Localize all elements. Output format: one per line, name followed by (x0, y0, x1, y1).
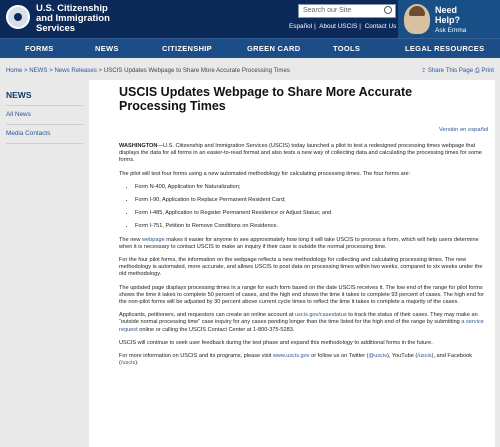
paragraph-range: The updated page displays processing times in a range for each form based on the date USCIS receives it. The low end of the range for pilot forms shows the time it takes to complete 50 percent of cases, and the high end shows the time it takes to complete 93 percent of cases. The high end for the non-pilot forms will be adjusted by 30 percent above current cycle times to reflect the time it takes to complete a majority of the cases. (119, 284, 484, 306)
nav-citizenship[interactable]: CITIZENSHIP (162, 44, 212, 53)
contact-link[interactable]: Contact Us (364, 23, 397, 30)
search-icon[interactable] (384, 6, 392, 14)
breadcrumb-current: USCIS Updates Webpage to Share More Accurate Processing Times (103, 67, 290, 74)
list-item: • Form N-400, Application for Naturalization; (135, 184, 489, 191)
breadcrumb-home[interactable]: Home (6, 67, 23, 74)
nav-forms[interactable]: FORMS (25, 44, 54, 53)
sidebar-title: NEWS (6, 90, 32, 100)
article-body (119, 143, 489, 373)
dhs-seal-icon[interactable] (6, 5, 30, 29)
espanol-link[interactable]: Español (289, 23, 313, 30)
agency-name[interactable]: U.S. Citizenship and Immigration Services (36, 3, 110, 34)
case-status-link[interactable]: uscis.gov/casestatus (295, 312, 347, 319)
sidebar-item-all-news[interactable]: All News (6, 106, 83, 125)
nav-news[interactable]: NEWS (95, 44, 119, 53)
paragraph-more-info: For more information on USCIS and its programs, please visit www.uscis.gov or follow us on Twitter (@uscis), YouTube (/uscis), and Facebook (/uscis). (119, 353, 473, 367)
nav-legal-resources[interactable]: LEGAL RESOURCES (405, 44, 485, 53)
list-item: • Form I-90, Application to Replace Permanent Resident Card; (135, 197, 489, 204)
about-link[interactable]: About USCIS (319, 23, 358, 30)
print-link[interactable]: Print (481, 67, 494, 74)
youtube-link[interactable]: /uscis (417, 353, 432, 360)
top-links: Español | About USCIS | Contact Us (289, 23, 397, 30)
paragraph-case-status: Applicants, petitioners, and requestors can create an online account at uscis.gov/casestatus to track the status of their cases. They may make an “outside normal processing time” case inquiry for any cases pending longer than the time listed for the high end of the range by submitting a service request online or calling the USCIS Contact Center at 1-800-375-5283. (119, 312, 484, 333)
webpage-link[interactable]: webpage (142, 236, 165, 243)
paragraph-methodology: For the four pilot forms, the information on the webpage reflects a new methodology for collecting and calculating processing times. The new methodology is automated, more accurate, and allows USCIS to post data on processing times within two weeks, compared to six weeks under the old methodology. (119, 257, 483, 278)
breadcrumb: Home > NEWS > News Releases > USCIS Updates Webpage to Share More Accurate Processing Times (6, 67, 290, 74)
site-header (0, 0, 500, 38)
need-help-text: Need Help? (435, 5, 461, 25)
paragraph-webpage: The new webpage makes it easier for anyone to see approximately how long it will take USCIS to process a form, which will help users determine when it is necessary to contact USCIS to make an inquiry if their case is outside the normal processing time. (119, 236, 479, 250)
breadcrumb-news[interactable]: NEWS (29, 67, 48, 74)
nav-tools[interactable]: TOOLS (333, 44, 361, 53)
paragraph-intro: WASHINGTON—U.S. Citizenship and Immigration Services (USCIS) today launched a pilot to test a redesigned processing times webpage that displays the data for all forms in an easier-to-read format and also tests a new way of collecting data and calculating the processing times for some forms. (119, 143, 482, 164)
facebook-link[interactable]: /uscis (120, 360, 136, 367)
share-icon[interactable]: ⇪ (421, 67, 427, 74)
twitter-link[interactable]: @uscis (368, 353, 387, 360)
page-tools (421, 67, 494, 75)
list-item: • Form I-751, Petition to Remove Conditions on Residence. (135, 223, 489, 230)
need-help-panel[interactable] (398, 0, 500, 38)
list-item: • Form I-485, Application to Register Permanent Residence or Adjust Status; and (135, 210, 489, 217)
sidebar-item-media-contacts[interactable]: Media Contacts (6, 125, 83, 144)
paragraph-feedback: USCIS will continue to seek user feedback during the test phase and expand this methodology to additional forms in the future. (119, 339, 433, 346)
main-nav (0, 38, 500, 58)
service-request-link[interactable]: a service request (119, 319, 484, 333)
article-title: USCIS Updates Webpage to Share More Accurate Processing Times (119, 85, 413, 113)
spanish-version-link[interactable]: Versión en español (439, 127, 489, 133)
forms-list (135, 184, 489, 231)
share-link[interactable]: Share This Page (427, 67, 474, 74)
sidebar (6, 86, 83, 144)
breadcrumb-news-releases[interactable]: News Releases (54, 67, 97, 74)
emma-avatar (404, 4, 430, 34)
ask-emma-link[interactable]: Ask Emma (435, 27, 467, 34)
uscis-gov-link[interactable]: www.uscis.gov (272, 353, 310, 360)
article-content (89, 80, 495, 447)
nav-green-card[interactable]: GREEN CARD (247, 44, 301, 53)
search-input[interactable]: Search our Site (298, 4, 396, 18)
print-icon[interactable]: ⎙ (474, 67, 480, 74)
paragraph-forms-intro: The pilot will test four forms using a new automated methodology for calculating processing times. The four forms are: (119, 170, 411, 177)
